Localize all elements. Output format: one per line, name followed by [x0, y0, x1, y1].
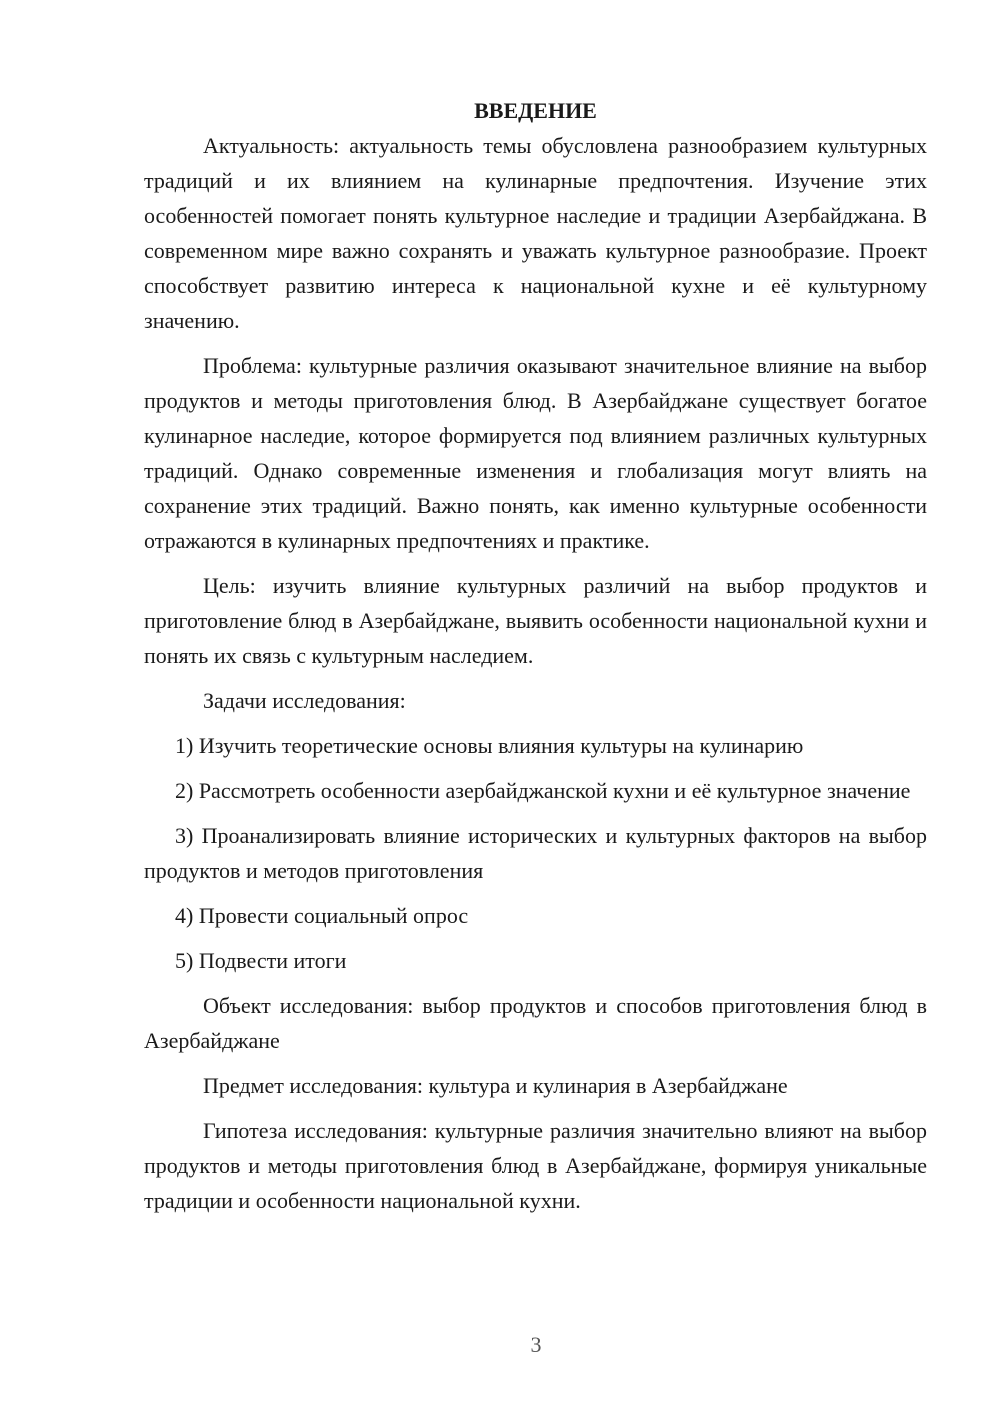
- object-paragraph: Объект исследования: выбор продуктов и способов приготовления блюд в Азербайджане: [144, 993, 927, 1053]
- task-item-3: 3) Проанализировать влияние исторических и культурных факторов на выбор продуктов и методов приготовления: [144, 823, 927, 883]
- task-item-2: 2) Рассмотреть особенности азербайджанской кухни и её культурное значение: [175, 778, 911, 803]
- page-number: 3: [530, 1332, 542, 1357]
- section-title: ВВЕДЕНИЕ: [474, 98, 597, 123]
- hypothesis-paragraph: Гипотеза исследования: культурные различия значительно влияют на выбор продуктов и методы приготовления блюд в Азербайджане, формируя уникальные традиции и особенности национальной кухни.: [144, 1118, 927, 1213]
- relevance-paragraph: Актуальность: актуальность темы обусловлена разнообразием культурных традиций и их влиянием на кулинарные предпочтения. Изучение этих особенностей помогает понять культурное наследие и традиции Азербайджана. В современном мире важно сохранять и уважать культурное разнообразие. Проект способствует развитию интереса к национальной кухне и её культурному значению.: [144, 133, 927, 333]
- problem-paragraph: Проблема: культурные различия оказывают значительное влияние на выбор продуктов и методы приготовления блюд. В Азербайджане существует богатое кулинарное наследие, которое формируется под влиянием различных культурных традиций. Однако современные изменения и глобализация могут влиять на сохранение этих традиций. Важно понять, как именно культурные особенности отражаются в кулинарных предпочтениях и практике.: [144, 353, 927, 553]
- task-item-4: 4) Провести социальный опрос: [175, 903, 469, 928]
- task-item-5: 5) Подвести итоги: [175, 948, 347, 973]
- task-item-1: 1) Изучить теоретические основы влияния культуры на кулинарию: [175, 733, 804, 758]
- tasks-heading: Задачи исследования:: [203, 688, 406, 713]
- document-page: [144, 93, 927, 1228]
- goal-paragraph: Цель: изучить влияние культурных различий на выбор продуктов и приготовление блюд в Азербайджане, выявить особенности национальной кухни и понять их связь с культурным наследием.: [144, 573, 927, 668]
- subject-paragraph: Предмет исследования: культура и кулинария в Азербайджане: [203, 1073, 788, 1098]
